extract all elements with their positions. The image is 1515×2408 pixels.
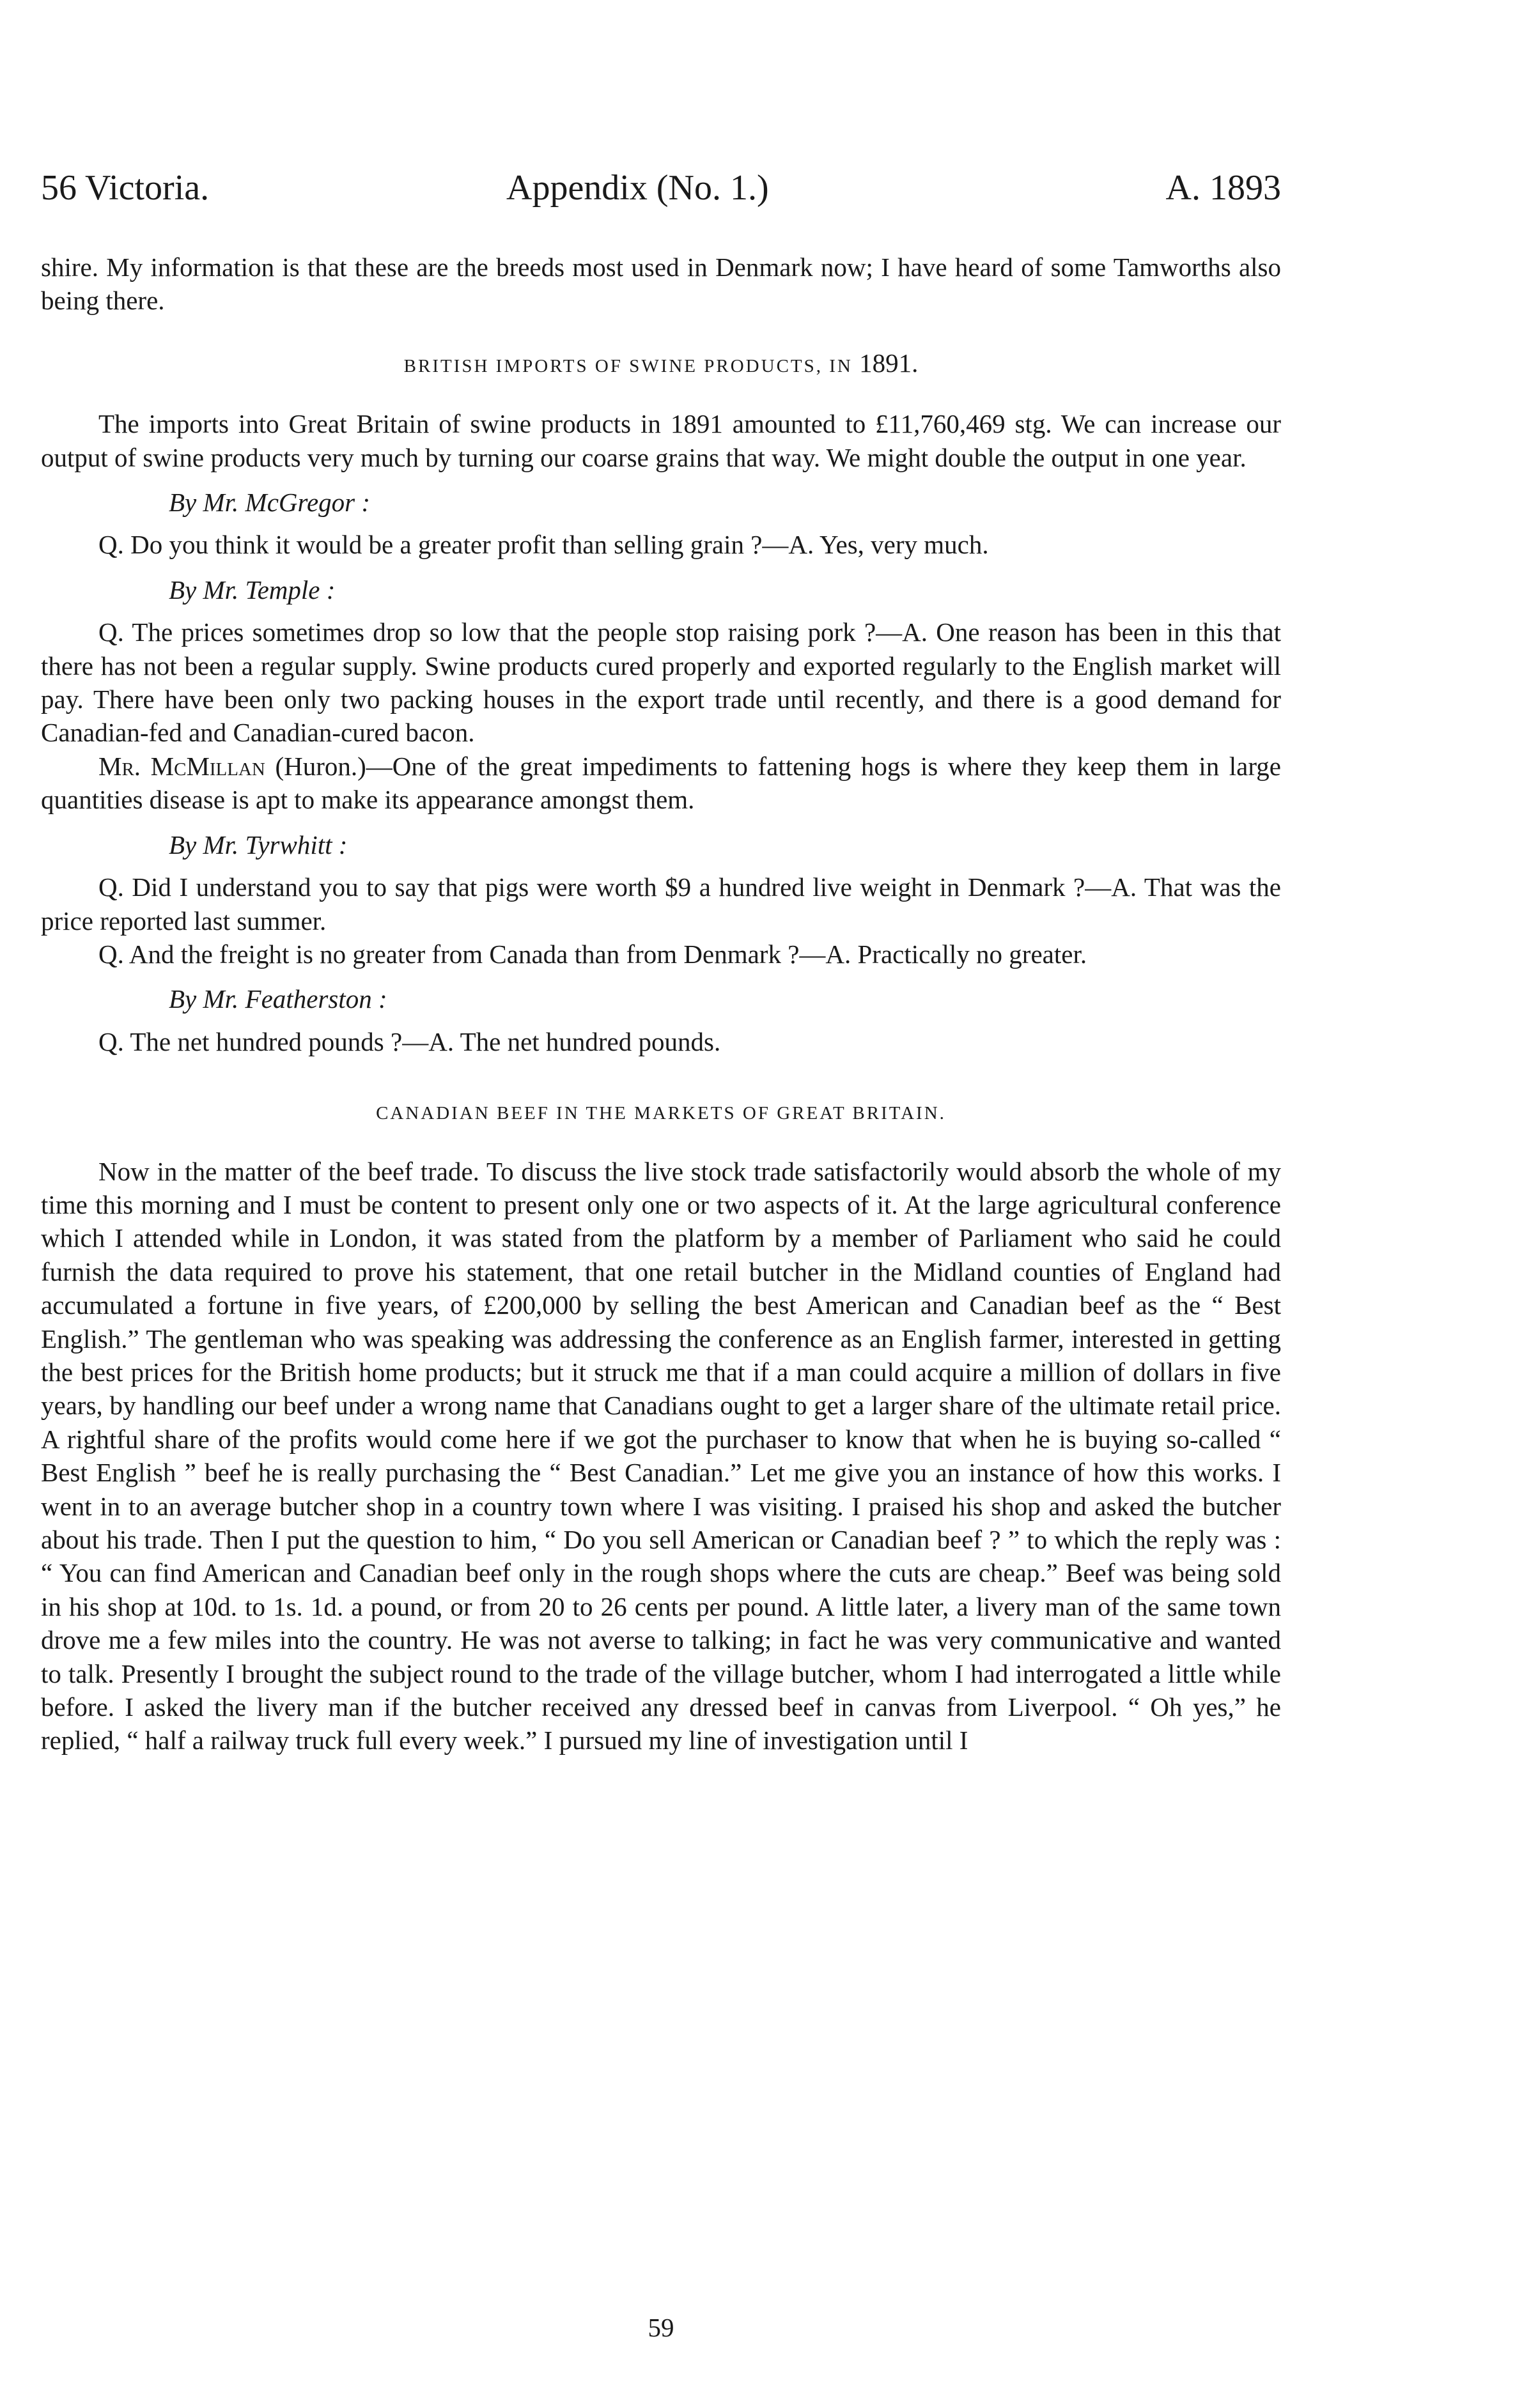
paragraph: Q. The net hundred pounds ?—A. The net hundred pounds. (98, 1026, 721, 1056)
paragraph (41, 750, 1281, 817)
speaker-label: By Mr. Temple : (169, 575, 336, 605)
paragraph: shire. My information is that these are the breeds most used in Denmark now; I have heard of some Tamworths also being there. (41, 252, 1281, 316)
paragraph: Q. Did I understand you to say that pigs were worth $9 a hundred live weight in Denmark ?—A. That was the price reported last summer. (41, 872, 1281, 936)
speaker-label: By Mr. Tyrwhitt : (169, 830, 348, 860)
section-heading (41, 346, 1281, 383)
header-year: A. 1893 (1165, 168, 1281, 208)
speaker-name: Mr. McMillan (98, 751, 265, 781)
section-heading-text: BRITISH IMPORTS OF SWINE PRODUCTS, IN (403, 355, 853, 376)
section-heading: CANADIAN BEEF IN THE MARKETS OF GREAT BRITAIN. (376, 1103, 946, 1124)
section-heading-year: 1891. (859, 348, 919, 378)
paragraph: Q. And the freight is no greater from Canada than from Denmark ?—A. Practically no greater. (98, 939, 1087, 969)
speaker-label: By Mr. McGregor : (169, 488, 371, 518)
paragraph: Now in the matter of the beef trade. To discuss the live stock trade satisfactorily would absorb the whole of my time this morning and I must be content to present only one or two aspects of it. At the large agricultural conference which I attended while in London, it was stated from the platform by a member of Parliament who said he could furnish the data required to prove his statement, that one retail butcher in the Midland counties of England had accumulated a fortune in five years, of £200,000 by selling the best American and Canadian beef as the “ Best English.” The gentleman who was speaking was addressing the conference as an English farmer, interested in getting the best prices for the British home products; but it struck me that if a man could acquire a million of dollars in five years, by handling our beef under a wrong name that Canadians ought to get a larger share of the ultimate retail price. A rightful share of the profits would come here if we got the purchaser to know that when he is buying so-called “ Best English ” beef he is really purchasing the “ Best Canadian.” Let me give you an instance of how this works. I went in to an average butcher shop in a country town where I was visiting. I praised his shop and asked the butcher about his trade. Then I put the question to him, “ Do you sell American or Canadian beef ? ” to which the reply was : “ You can find American and Canadian beef only in the rough shops where the cuts are cheap.” Beef was being sold in his shop at 10d. to 1s. 1d. a pound, or from 20 to 26 cents per pound. A little later, a livery man of the same town drove me a few miles into the country. He was not averse to talking; in fact he was very communicative and wanted to talk. Presently I brought the subject round to the trade of the village butcher, whom I had interrogated a little while before. I asked the livery man if the butcher received any dressed beef in canvas from Liverpool. “ Oh yes,” he replied, “ half a railway truck full every week.” I pursued my line of investigation until I (41, 1156, 1281, 1756)
paragraph: Q. The prices sometimes drop so low that the people stop raising pork ?—A. One reason has been in this that there has not been a regular supply. Swine products cured properly and exported regularly to the English market will pay. There have been only two packing houses in the export trade until recently, and there is a good demand for Canadian-fed and Canadian-cured bacon. (41, 617, 1281, 748)
body-text (41, 251, 1281, 1757)
paragraph: Q. Do you think it would be a greater profit than selling grain ?—A. Yes, very much. (98, 530, 989, 560)
paragraph: The imports into Great Britain of swine products in 1891 amounted to £11,760,469 stg. We can increase our output of swine products very much by turning our coarse grains that way. We might double the output in one year. (41, 409, 1281, 472)
running-header (41, 167, 1281, 219)
speaker-label: By Mr. Featherston : (169, 984, 387, 1014)
header-session: 56 Victoria. (41, 168, 210, 208)
paragraph-text: (Huron.)—One of the great impediments to fattening hogs is where they keep them in large quantities disease is apt to make its appearance amongst them. (41, 751, 1281, 815)
header-appendix: Appendix (No. 1.) (506, 168, 769, 208)
page-number: 59 (648, 2313, 674, 2342)
